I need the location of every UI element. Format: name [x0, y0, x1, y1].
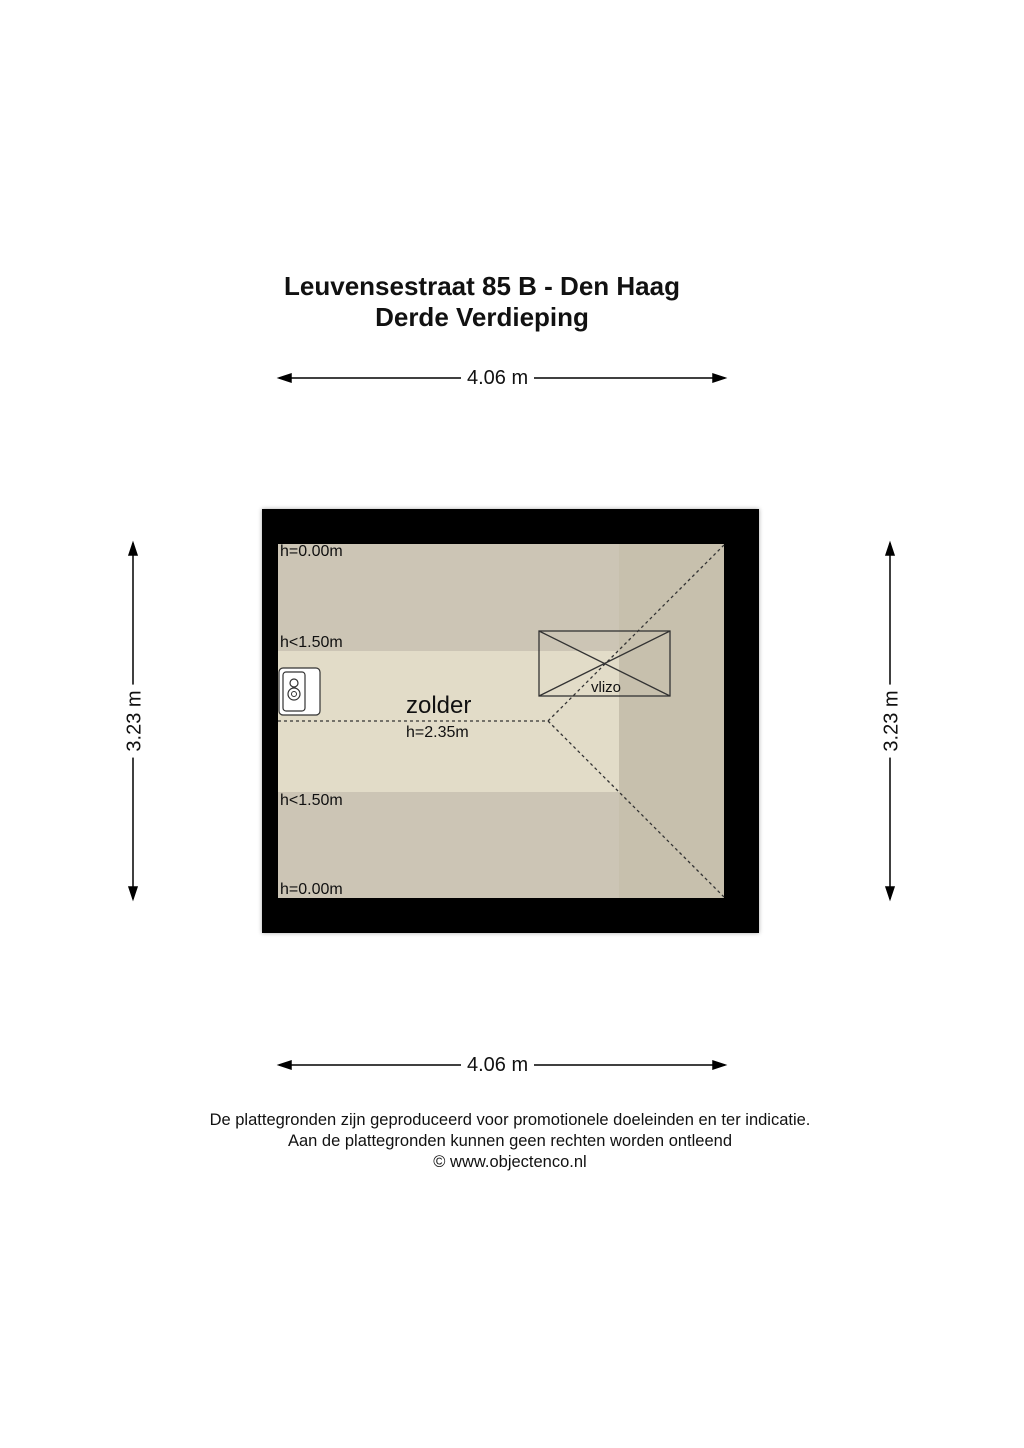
room-height: h=2.35m [406, 724, 469, 741]
disclaimer-line-1: De plattegronden zijn geproduceerd voor promotionele doeleinden en ter indicatie. [209, 1111, 811, 1129]
height-label-upper: h<1.50m [280, 634, 343, 651]
disclaimer-line-2: Aan de plattegronden kunnen geen rechten worden ontleend [287, 1132, 733, 1150]
right-dimension-label: 3.23 m [881, 684, 903, 757]
address-title: Leuvensestraat 85 B - Den Haag [284, 271, 680, 301]
hatch-label: vlizo [591, 679, 622, 696]
height-label-top: h=0.00m [280, 543, 343, 560]
floor-title: Derde Verdieping [375, 302, 589, 332]
left-dimension-label: 3.23 m [124, 684, 146, 757]
room-name: zolder [406, 692, 472, 719]
top-dimension-label: 4.06 m [461, 367, 534, 389]
boiler-icon [279, 668, 320, 715]
height-label-bottom: h=0.00m [280, 881, 343, 898]
disclaimer [0, 1110, 1020, 1173]
copyright-line: © www.objectenco.nl [433, 1153, 587, 1171]
height-label-lower: h<1.50m [280, 792, 343, 809]
bottom-dimension-label: 4.06 m [461, 1054, 534, 1076]
